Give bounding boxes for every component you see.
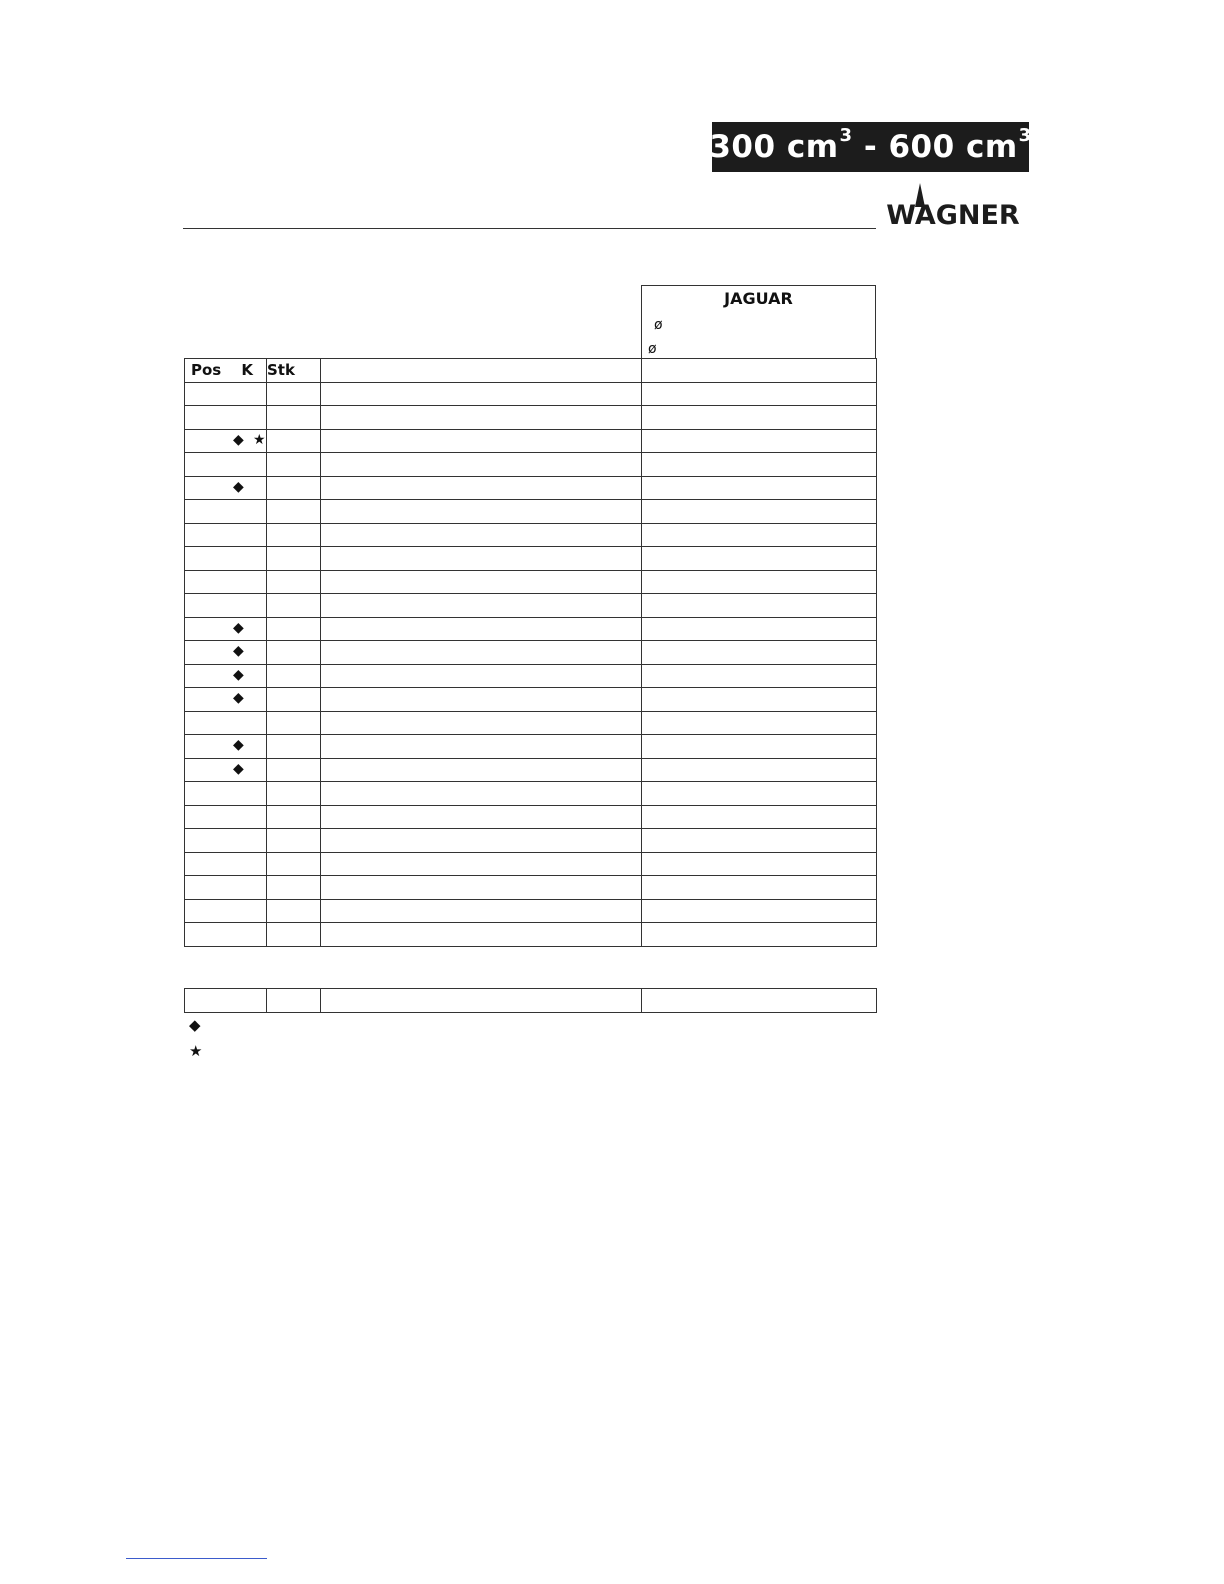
description-cell: [321, 923, 642, 947]
diamond-icon: ◆: [233, 666, 244, 683]
stk-cell: [267, 852, 321, 876]
description-cell: [321, 382, 642, 406]
pos-k-cell: [185, 476, 267, 500]
table-row: [185, 570, 877, 594]
part-number-cell: [642, 641, 877, 665]
pos-k-cell: [185, 711, 267, 735]
cell: [642, 989, 877, 1013]
description-cell: [321, 641, 642, 665]
star-icon: ★: [253, 431, 266, 448]
stk-cell: [267, 382, 321, 406]
stk-cell: [267, 570, 321, 594]
table-row: [185, 923, 877, 947]
stk-cell: [267, 523, 321, 547]
description-cell: [321, 852, 642, 876]
description-cell: [321, 664, 642, 688]
pos-k-cell: [185, 406, 267, 430]
description-cell: [321, 406, 642, 430]
legend-diamond: ◆: [189, 1016, 201, 1034]
stk-cell: [267, 641, 321, 665]
pos-k-cell: [185, 382, 267, 406]
header-description: [321, 359, 642, 383]
stk-cell: [267, 664, 321, 688]
header-k: K: [241, 361, 253, 380]
table-row: [185, 500, 877, 524]
stk-cell: [267, 500, 321, 524]
table-row: [185, 782, 877, 806]
volume-text-a: 300 cm: [709, 129, 839, 165]
stk-cell: [267, 453, 321, 477]
pos-k-cell: [185, 500, 267, 524]
description-cell: [321, 523, 642, 547]
pos-k-cell: [185, 617, 267, 641]
description-cell: [321, 476, 642, 500]
model-name: JAGUAR: [724, 289, 793, 308]
part-number-cell: [642, 594, 877, 618]
description-cell: [321, 617, 642, 641]
parts-table: [184, 358, 877, 947]
stk-cell: [267, 594, 321, 618]
table-row: [185, 429, 877, 453]
part-number-cell: [642, 406, 877, 430]
description-cell: [321, 711, 642, 735]
part-number-cell: [642, 570, 877, 594]
part-number-cell: [642, 500, 877, 524]
description-cell: [321, 594, 642, 618]
description-cell: [321, 570, 642, 594]
table-row: [185, 758, 877, 782]
pos-k-cell: [185, 429, 267, 453]
part-number-cell: [642, 688, 877, 712]
pos-k-cell: [185, 899, 267, 923]
table-row: [185, 688, 877, 712]
parts-table-header: [185, 359, 877, 383]
stk-cell: [267, 735, 321, 759]
diamond-icon: ◆: [233, 690, 244, 706]
header-part-number: [642, 359, 877, 383]
stk-cell: [267, 476, 321, 500]
stk-cell: [267, 617, 321, 641]
diamond-icon: ◆: [233, 478, 244, 495]
table-row: [185, 989, 877, 1013]
brand-name: WAGNER: [886, 200, 1020, 231]
diamond-icon: ◆: [233, 619, 244, 636]
part-number-cell: [642, 547, 877, 571]
header-pos-k: [185, 359, 267, 383]
pos-k-cell: [185, 523, 267, 547]
part-number-cell: [642, 923, 877, 947]
table-row: [185, 899, 877, 923]
description-cell: [321, 429, 642, 453]
table-row: [185, 876, 877, 900]
stk-cell: [267, 899, 321, 923]
diamond-icon: ◆: [233, 643, 244, 659]
pos-k-cell: [185, 829, 267, 853]
stk-cell: [267, 805, 321, 829]
stk-cell: [267, 782, 321, 806]
description-cell: [321, 758, 642, 782]
diameter-symbol-2: ø: [648, 341, 657, 357]
stk-cell: [267, 406, 321, 430]
part-number-cell: [642, 829, 877, 853]
part-number-cell: [642, 782, 877, 806]
description-cell: [321, 453, 642, 477]
stk-cell: [267, 711, 321, 735]
table-row: [185, 617, 877, 641]
table-row: [185, 711, 877, 735]
stk-cell: [267, 758, 321, 782]
part-number-cell: [642, 453, 877, 477]
description-cell: [321, 805, 642, 829]
volume-sup-a: 3: [839, 124, 853, 146]
pos-k-cell: [185, 805, 267, 829]
description-cell: [321, 899, 642, 923]
table-row: [185, 406, 877, 430]
pos-k-cell: [185, 923, 267, 947]
stk-cell: [267, 547, 321, 571]
pos-k-cell: [185, 641, 267, 665]
table-row: [185, 735, 877, 759]
table-row: [185, 852, 877, 876]
table-row: [185, 382, 877, 406]
volume-sup-b: 3: [1018, 124, 1032, 146]
description-cell: [321, 688, 642, 712]
volume-title-banner: [709, 122, 1032, 172]
cell: [321, 989, 642, 1013]
table-row: [185, 664, 877, 688]
pos-k-cell: [185, 664, 267, 688]
pos-k-cell: [185, 594, 267, 618]
part-number-cell: [642, 523, 877, 547]
pos-k-cell: [185, 876, 267, 900]
part-number-cell: [642, 758, 877, 782]
part-number-cell: [642, 852, 877, 876]
volume-text-b: - 600 cm: [852, 129, 1018, 165]
pos-k-cell: [185, 758, 267, 782]
description-cell: [321, 735, 642, 759]
pos-k-cell: [185, 570, 267, 594]
diamond-icon: ◆: [233, 737, 244, 753]
table-row: [185, 523, 877, 547]
pos-k-cell: [185, 547, 267, 571]
description-cell: [321, 547, 642, 571]
header-rule: [183, 228, 876, 229]
stk-cell: [267, 688, 321, 712]
description-cell: [321, 829, 642, 853]
part-number-cell: [642, 476, 877, 500]
wagner-logo: [877, 181, 1029, 231]
stk-cell: [267, 429, 321, 453]
parts-table-body: [185, 382, 877, 946]
table-row: [185, 594, 877, 618]
table-row: [185, 829, 877, 853]
stk-cell: [267, 829, 321, 853]
legend-star: ★: [189, 1042, 203, 1060]
description-cell: [321, 782, 642, 806]
diamond-icon: ◆: [233, 760, 244, 777]
pos-k-cell: [185, 735, 267, 759]
diameter-symbol-1: ø: [654, 317, 663, 333]
table-row: [185, 547, 877, 571]
part-number-cell: [642, 382, 877, 406]
header-stk: Stk: [267, 359, 321, 383]
table-row: [185, 476, 877, 500]
part-number-cell: [642, 429, 877, 453]
cell: [267, 989, 321, 1013]
footer-link-line: [126, 1558, 267, 1559]
pos-k-cell: [185, 852, 267, 876]
stk-cell: [267, 876, 321, 900]
table-row: [185, 805, 877, 829]
description-cell: [321, 500, 642, 524]
part-number-cell: [642, 664, 877, 688]
part-number-cell: [642, 617, 877, 641]
diamond-icon: ◆: [233, 431, 244, 448]
model-header-box: [641, 285, 876, 359]
table-row: [185, 453, 877, 477]
pos-k-cell: [185, 688, 267, 712]
part-number-cell: [642, 711, 877, 735]
extra-parts-table: [184, 988, 877, 1013]
part-number-cell: [642, 805, 877, 829]
header-pos: Pos: [191, 361, 222, 380]
pos-k-cell: [185, 453, 267, 477]
part-number-cell: [642, 899, 877, 923]
cell: [185, 989, 267, 1013]
part-number-cell: [642, 876, 877, 900]
description-cell: [321, 876, 642, 900]
stk-cell: [267, 923, 321, 947]
pos-k-cell: [185, 782, 267, 806]
table-row: [185, 641, 877, 665]
part-number-cell: [642, 735, 877, 759]
